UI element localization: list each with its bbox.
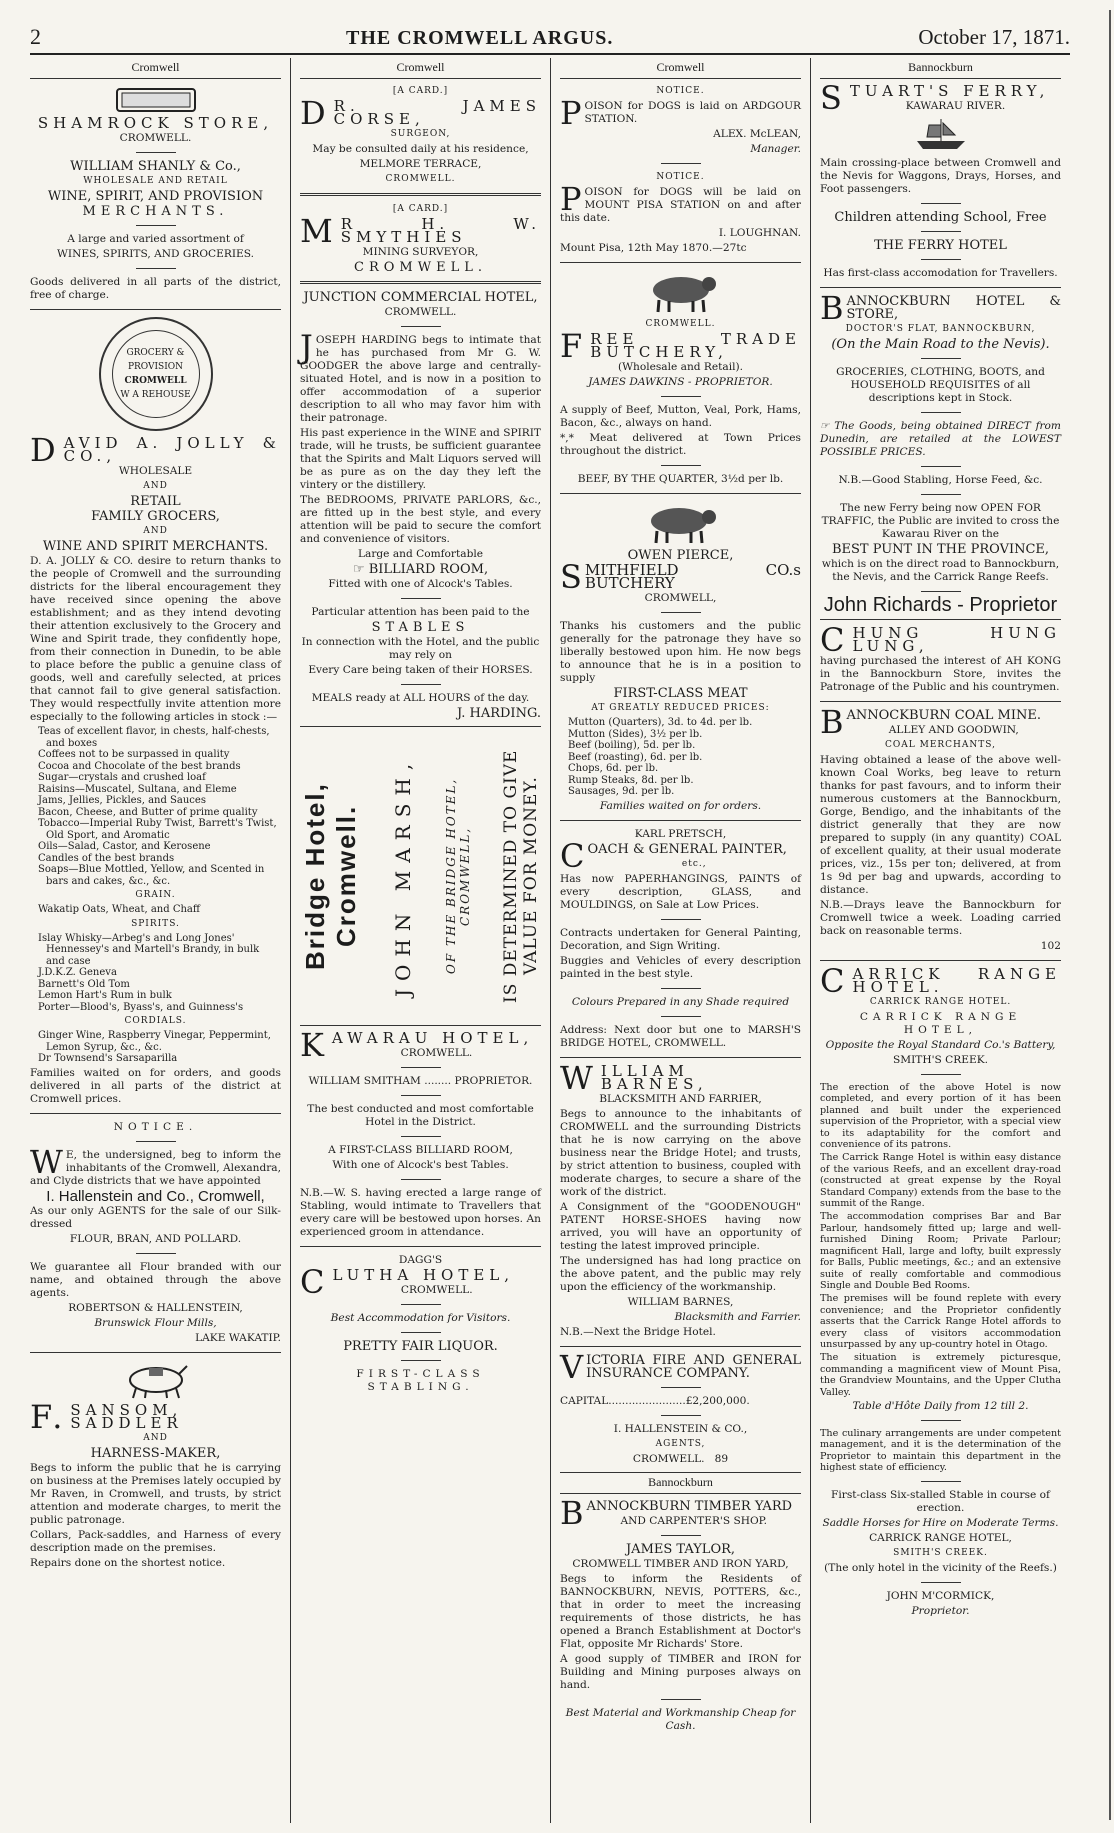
column-3 — [550, 58, 810, 1823]
taylor-body: Begs to inform the Residents of BANNOCKBURN, NEVIS, POTTERS, &c., that in order to meet the increasing requirements of those districts, he has opened a Branch Establishment at Doctor's Flat, opposite Mr Richards' Store. — [560, 1572, 801, 1650]
sansom-repairs: Repairs done on the shortest notice. — [30, 1556, 226, 1569]
junction-care: Every Care being taken of their HORSES. — [308, 664, 533, 676]
store-groceries: GROCERIES, CLOTHING, BOOTS, and HOUSEHOLD REQUISITES of all descriptions kept in Stock. — [836, 366, 1045, 404]
carrick-stable: First-class Six-stalled Stable in course of erection. — [831, 1488, 1050, 1514]
free-trade-sub: (Wholesale and Retail). — [617, 361, 744, 373]
notice-agents: As our only AGENTS for the sale of our Silk-dressed — [30, 1204, 281, 1230]
smithfield-title: SMITHFIELD CO.s BUTCHERY — [560, 558, 801, 596]
store-punt: BEST PUNT IN THE PROVINCE, — [831, 542, 1050, 557]
chung-body: having purchased the interest of AH KONG in the Bannockburn Store, invites the Patronage of the Public and his countrymen. — [820, 655, 1061, 693]
corse-body: May be consulted daily at his residence, — [312, 143, 529, 155]
junction-meals: MEALS ready at ALL HOURS of the day. — [311, 692, 530, 704]
junction-connection: In connection with the Hotel, and the public may rely on — [301, 636, 540, 661]
list-item: J.D.K.Z. Geneva — [38, 967, 117, 978]
kawarau-nb: N.B.—W. S. having erected a large range of Stabling, would intimate to Travellers that every care will be bestowed upon horses. An experienced groom in attendance. — [300, 1187, 541, 1238]
shamrock-title: SHAMROCK STORE, — [37, 114, 274, 132]
shamrock-line1: WINE, SPIRIT, AND PROVISION — [47, 189, 264, 204]
carrick-body3: The accommodation comprises Bar and Bar Parlour, handsomely fitted up; large and well-furnished Dining Room; Private Parlour; magnificent Hall, large and lofty, built expressly for Balls, Public meetings, &c.; and an extensive suite of really comfortable and commodious Single and Double Bed Rooms. — [820, 1211, 1061, 1291]
stamp-mid: CROMWELL — [124, 376, 187, 386]
pretsch-contracts: Contracts undertaken for General Painting, Decoration, and Sign Writing. — [560, 926, 801, 952]
junction-particular: Particular attention has been paid to the — [311, 606, 530, 618]
coal-firm: ALLEY AND GOODWIN, — [888, 724, 1019, 736]
junction-body2: His past experience in the WINE and SPIRIT trade, will he trusts, be sufficient guarantee that the Spirits and Malt Liquors served will be as pure as on the day they left the vintery or the distillery. — [300, 427, 541, 491]
free-trade-beef: BEEF, BY THE QUARTER, 3½d per lb. — [577, 473, 784, 485]
notice2-sign: I. LOUGHNAN. — [718, 227, 801, 239]
corse-place: CROMWELL. — [385, 174, 456, 184]
corse-card: [A CARD.] — [392, 86, 449, 96]
taylor-sub: AND CARPENTER'S SHOP. — [620, 1514, 767, 1527]
store-nb: N.B.—Good Stabling, Horse Feed, &c. — [838, 474, 1043, 486]
ferry-title: STUART'S FERRY, — [820, 79, 1050, 117]
ship-icon — [820, 117, 1061, 153]
kawarau-place: CROMWELL. — [400, 1047, 473, 1059]
coal-body: Having obtained a lease of the above well-known Coal Works, beg leave to return thanks for past favours, and to inform their numerous customers at the Bannockburn, Gorge, Bendigo, and the inhabitants of the district generally that they are now prepared to supply (in any quantity) COAL of excellent quality, at their usual moderate prices, viz., 15s per ton; delivered, at from 1s 9d per bag and upwards, according to distance. — [820, 754, 1061, 896]
list-item: Mutton (Sides), 3½ per lb. — [568, 728, 703, 740]
notice-sign2: Brunswick Flour Mills, — [94, 1316, 217, 1329]
newspaper-title: THE CROMWELL ARGUS. — [345, 27, 614, 49]
store-direct: which is on the direct road to Bannockburn, the Nevis, and the Carrick Range Reefs. — [821, 558, 1060, 583]
store-prop: John Richards - Proprietor — [823, 594, 1058, 616]
vertical-line-3: OF THE BRIDGE HOTEL, CROMWELL, — [444, 777, 472, 975]
notice2-body: POISON for DOGS will be laid on MOUNT PISA STATION on and after this date. — [560, 180, 801, 224]
clutha-daggs: DAGG'S — [398, 1254, 443, 1266]
vertical-line-1: Bridge Hotel, Cromwell. — [300, 782, 361, 970]
kawarau-alcock: With one of Alcock's best Tables. — [332, 1159, 509, 1171]
barnes-nb: N.B.—Next the Bridge Hotel. — [560, 1325, 716, 1338]
junction-place: CROMWELL. — [384, 306, 457, 318]
list-item: Beef (boiling), 5d. per lb. — [568, 740, 696, 751]
junction-sign: J. HARDING. — [457, 706, 541, 721]
carrick-table: Table d'Hôte Daily from 12 till 2. — [852, 1399, 1029, 1412]
page-number: 2 — [30, 24, 41, 49]
sansom-collars: Collars, Pack-saddles, and Harness of every description made on the premises. — [30, 1528, 281, 1554]
list-item: Sugar—crystals and crushed loaf — [38, 772, 206, 783]
clutha-title: CLUTHA HOTEL, — [300, 1263, 515, 1301]
column-1-head: Cromwell — [30, 58, 281, 79]
cordials-head: CORDIALS. — [124, 1016, 187, 1026]
coal-role: COAL MERCHANTS, — [885, 740, 996, 750]
jolly-families: Families waited on for orders, and goods delivered in all parts of the district at Cromwell prices. — [30, 1066, 281, 1105]
junction-stables: STABLES — [371, 620, 470, 635]
notice1-role: Manager. — [750, 143, 801, 155]
carrick-sub1: CARRICK RANGE HOTEL. — [869, 997, 1012, 1007]
pretsch-address: Address: Next door but one to MARSH'S BRIDGE HOTEL, CROMWELL. — [560, 1023, 801, 1049]
carrick-prop: Proprietor. — [911, 1604, 970, 1617]
list-item: Candles of the best brands — [38, 852, 175, 864]
ferry-accom: Has first-class accomodation for Travellers. — [823, 267, 1058, 279]
jolly-wholesale: WHOLESALE — [118, 465, 193, 477]
grain-list — [30, 904, 281, 916]
spirits-head: SPIRITS. — [131, 918, 180, 929]
taylor-best: Best Material and Workmanship Cheap for Cash. — [565, 1706, 796, 1732]
clutha-liquor: PRETTY FAIR LIQUOR. — [343, 1339, 498, 1354]
list-item: Rump Steaks, 8d. per lb. — [568, 774, 694, 786]
smythies-title: MR H. W. SMYTHIES — [300, 212, 541, 250]
ferry-children: Children attending School, Free — [834, 210, 1047, 225]
carrick-creek2: SMITH'S CREEK. — [893, 1547, 988, 1558]
free-trade-place-top: CROMWELL. — [645, 319, 716, 329]
sansom-trade: HARNESS-MAKER, — [90, 1445, 221, 1461]
jolly-and2: AND — [143, 526, 168, 536]
jolly-wine: WINE AND SPIRIT MERCHANTS. — [42, 539, 269, 554]
jolly-family: FAMILY GROCERS, — [91, 509, 220, 524]
grain-head: GRAIN. — [135, 890, 176, 900]
ox-icon — [560, 501, 801, 545]
coal-title: BANNOCKBURN COAL MINE. — [820, 703, 1041, 741]
carrick-body5: The situation is extremely picturesque, commanding a magnificent view of Mount Pisa, the Grandview Mountains, and the Upper Clutha Valley. — [820, 1352, 1061, 1398]
carrick-culinary: The culinary arrangements are under competent management, and it is the determination of the Proprietor to maintain this department in the highest state of efficiency. — [820, 1427, 1061, 1474]
carrick-body2: The Carrick Range Hotel is within easy distance of the various Reefs, and an excellent dray-road (constructed at great expense by the Royal Standard Company) extends from the base to the summit of the Range. — [820, 1152, 1061, 1210]
pretsch-name: KARL PRETSCH, — [634, 827, 727, 840]
stamp-bot: W A REHOUSE — [120, 390, 191, 400]
list-item: Beef (roasting), 6d. per lb. — [568, 751, 703, 763]
carrick-saddle: Saddle Horses for Hire on Moderate Terms. — [822, 1516, 1059, 1529]
taylor-yard: CROMWELL TIMBER AND IRON YARD, — [572, 1557, 789, 1570]
list-item: Porter—Blood's, Byass's, and Guinness's — [38, 1001, 244, 1013]
shamrock-delivery: Goods delivered in all parts of the district, free of charge. — [30, 276, 281, 301]
notice-flour: FLOUR, BRAN, AND POLLARD. — [69, 1232, 242, 1245]
shamrock-firm: WILLIAM SHANLY & Co., — [70, 159, 241, 174]
barnes-practice: The undersigned has had long practice on the above patent, and the public may rely upon the efficiency of the workmanship. — [560, 1254, 801, 1293]
victoria-num: 89 — [714, 1452, 729, 1465]
corse-title: DR. JAMES CORSE, — [300, 94, 541, 132]
notice-sign3: LAKE WAKATIP. — [195, 1331, 281, 1344]
column-1 — [30, 58, 290, 1823]
sansom-body: Begs to inform the public that he is carrying on business at the Premises lately occupied by Mr Raven, in Cromwell, and trusts, by strict attention and moderate charges, to merit the public patronage. — [30, 1461, 281, 1526]
store-road: (On the Main Road to the Nevis). — [831, 337, 1050, 352]
victoria-agents: AGENTS, — [655, 1438, 706, 1449]
shamrock-line2: MERCHANTS. — [82, 204, 229, 219]
carrick-only: (The only hotel in the vicinity of the Reefs.) — [824, 1561, 1057, 1574]
list-item: Dr Townsend's Sarsaparilla — [38, 1053, 178, 1064]
columns — [30, 58, 1070, 1823]
smithfield-reduced: AT GREATLY REDUCED PRICES: — [591, 703, 770, 713]
list-item: Chops, 6d. per lb. — [568, 763, 659, 774]
barnes-consign: A Consignment of the "GOODENOUGH" PATENT HORSE-SHOES having now arrived, you will have an opportunity of testing the latest improved principle. — [560, 1200, 801, 1252]
junction-fitted: Fitted with one of Alcock's Tables. — [328, 578, 513, 590]
victoria-title: VICTORIA FIRE AND GENERAL INSURANCE COMPANY. — [560, 1347, 801, 1386]
ferry-body: Main crossing-place between Cromwell and the Nevis for Waggons, Drays, Horses, and Foot passengers. — [820, 157, 1061, 195]
shamrock-place: CROMWELL. — [119, 132, 192, 144]
carrick-hotel: CARRICK RANGE HOTEL, — [869, 1531, 1012, 1544]
kawarau-prop: WILLIAM SMITHAM ........ PROPRIETOR. — [308, 1075, 533, 1087]
list-item: Raisins—Muscatel, Sultana, and Eleme — [38, 783, 237, 795]
list-item: Islay Whisky—Arbeg's and Long Jones' Hennessey's and Martell's Brandy, in bulk and case — [38, 932, 260, 967]
smythies-role: MINING SURVEYOR, — [362, 246, 479, 258]
notice2-head: NOTICE. — [656, 172, 705, 182]
vertical-line-4: IS DETERMINED TO GIVE VALUE FOR MONEY. — [501, 749, 541, 1003]
smythies-card: [A CARD.] — [392, 204, 449, 214]
column-3-head: Cromwell — [560, 58, 801, 79]
carrick-sub2: CARRICK RANGE HOTEL, — [859, 1011, 1022, 1036]
corse-role: SURGEON, — [390, 129, 451, 139]
pointing-hand-icon: ☞ — [352, 562, 369, 577]
free-trade-body: A supply of Beef, Mutton, Veal, Pork, Hams, Bacon, &c., always on hand. — [560, 404, 801, 429]
list-item: Tobacco—Imperial Ruby Twist, Barrett's Twist, Old Sport, and Aromatic — [38, 818, 277, 841]
carrick-owner: JOHN M'CORMICK, — [886, 1589, 995, 1602]
victoria-place: CROMWELL. — [632, 1452, 705, 1465]
smithfield-families: Families waited on for orders. — [599, 799, 762, 812]
barnes-trade: BLACKSMITH AND FARRIER, — [599, 1092, 762, 1105]
list-item: Ginger Wine, Raspberry Vinegar, Peppermint, Lemon Syrup, &c., &c. — [38, 1030, 271, 1053]
junction-title: JUNCTION COMMERCIAL HOTEL, — [303, 290, 538, 305]
barnes-role: Blacksmith and Farrier. — [674, 1310, 801, 1323]
corse-addr: MELMORE TERRACE, — [359, 158, 482, 170]
notice-sign1: ROBERTSON & HALLENSTEIN, — [68, 1301, 243, 1314]
jolly-items — [30, 726, 281, 887]
column-4 — [810, 58, 1070, 1823]
free-trade-title: FREE TRADE BUTCHERY, — [560, 327, 801, 365]
carrick-opposite: Opposite the Royal Standard Co.'s Battery, — [825, 1039, 1056, 1051]
jolly-title: DAVID A. JOLLY & CO., — [30, 431, 281, 469]
kawarau-billiard: A FIRST-CLASS BILLIARD ROOM, — [328, 1144, 513, 1156]
column-3-head-2: Bannockburn — [560, 1472, 801, 1494]
list-item: Jams, Jellies, Pickles, and Sauces — [38, 795, 206, 806]
list-item: Cocoa and Chocolate of the best brands — [38, 760, 241, 772]
issue-date: October 17, 1871. — [918, 25, 1070, 49]
list-item: Teas of excellent flavor, in chests, half-chests, and boxes — [38, 726, 270, 749]
clutha-place: CROMWELL. — [400, 1284, 473, 1296]
pretsch-body: Has now PAPERHANGINGS, PAINTS of every description, GLASS, and MOULDINGS, on Sale at Low Prices. — [560, 872, 801, 911]
cordials-list — [30, 1030, 281, 1065]
bull-icon — [560, 270, 801, 314]
masthead — [30, 22, 1070, 55]
page-edge-line — [1109, 10, 1111, 1820]
store-sub: DOCTOR'S FLAT, BANNOCKBURN, — [845, 324, 1036, 334]
smithfield-place: CROMWELL, — [644, 592, 717, 604]
junction-large: Large and Comfortable — [357, 548, 484, 560]
store-title: BANNOCKBURN HOTEL & STORE, — [820, 289, 1061, 327]
shamrock-assort: A large and varied assortment of — [67, 233, 244, 245]
grocery-stamp — [99, 317, 213, 431]
sansom-title: F.SANSOM, SADDLER — [30, 1397, 183, 1436]
store-goods: The Goods, being obtained DIRECT from Dunedin, are retailed at the LOWEST POSSIBLE PRICES. — [820, 420, 1061, 458]
shamrock-trade: WHOLESALE AND RETAIL — [83, 176, 228, 186]
notice2-date: Mount Pisa, 12th May 1870.—27tc — [560, 242, 747, 254]
list-item: Oils—Salad, Castor, and Kerosene — [38, 841, 211, 852]
list-item: Sausages, 9d. per lb. — [568, 786, 675, 797]
stamp-top: GROCERY & PROVISION — [126, 348, 185, 372]
carrick-title: CARRICK RANGE HOTEL. — [820, 962, 1061, 1000]
column-4-head: Bannockburn — [820, 58, 1061, 79]
kawarau-title: KAWARAU HOTEL, — [300, 1026, 534, 1064]
smithfield-owner: OWEN PIERCE, — [627, 548, 734, 563]
kawarau-best: The best conducted and most comfortable Hotel in the District. — [307, 1103, 534, 1128]
vertical-line-2: JOHN MARSH, — [391, 755, 415, 997]
smithfield-prices — [560, 717, 801, 798]
spirits-list — [30, 933, 281, 1014]
pretsch-etc: etc., — [681, 858, 707, 869]
barnes-title: WILLIAM BARNES, — [560, 1058, 708, 1097]
pretsch-colours: Colours Prepared in any Shade required — [571, 995, 790, 1008]
pretsch-title: COACH & GENERAL PAINTER, — [560, 836, 787, 875]
jolly-and1: AND — [143, 481, 168, 491]
list-item: Soaps—Blue Mottled, Yellow, and Scented in bars and cakes, &c., &c. — [38, 864, 265, 887]
junction-billiard-text: BILLIARD ROOM, — [368, 562, 489, 577]
notice-head: NOTICE. — [113, 1120, 198, 1133]
junction-body3: The BEDROOMS, PRIVATE PARLORS, &c., are fitted up in the best style, and every attention will be paid to secure the comfort and convenience of visitors. — [300, 494, 541, 545]
notice1-head: NOTICE. — [656, 86, 705, 96]
shamrock-goods: WINES, SPIRITS, AND GROCERIES. — [57, 248, 254, 260]
junction-billiard — [300, 563, 541, 576]
smithfield-body: Thanks his customers and the public generally for the patronage they have so liberally bestowed upon him. He now begs to announce that he is in a position to supply — [560, 620, 801, 684]
ferry-hotel: THE FERRY HOTEL — [874, 238, 1007, 253]
junction-body1: JOSEPH HARDING begs to intimate that he has purchased from Mr G. W. GOODGER the above large and centrally-situated Hotel, and is now in a position to offer accommodation of a superior description to all who may favor him with their patronage. — [300, 328, 541, 424]
store-ferry-open: The new Ferry being now OPEN FOR TRAFFIC, the Public are invited to cross the Kawarau River on the — [821, 502, 1060, 540]
coal-num: 102 — [1040, 940, 1061, 952]
clutha-best: Best Accommodation for Visitors. — [330, 1312, 511, 1324]
coal-nb: N.B.—Drays leave the Bannockburn for Cromwell twice a week. Loading carried back on reasonable terms. — [820, 899, 1061, 937]
free-trade-meat: *,* Meat delivered at Town Prices throughout the district. — [560, 432, 801, 457]
list-item: Lemon Hart's Rum in bulk — [38, 990, 172, 1001]
store-goods-row — [820, 420, 1061, 459]
taylor-supply: A good supply of TIMBER and IRON for Building and Mining purposes always on hand. — [560, 1652, 801, 1691]
bridge-hotel-vertical-ad — [300, 726, 541, 1026]
barnes-body: Begs to announce to the inhabitants of CROMWELL and the surrounding Districts that he is now carrying on the above business near the Bridge Hotel; and trusts, by strict attention to business, coupled with moderate charges, to secure a share of the work of the district. — [560, 1107, 801, 1198]
victoria-firm: I. HALLENSTEIN & CO., — [613, 1422, 748, 1435]
list-item: Bacon, Cheese, and Butter of prime quality — [38, 806, 258, 818]
saddle-horse-icon — [30, 1360, 281, 1400]
ferry-river: KAWARAU RIVER. — [905, 100, 1006, 112]
taylor-name: JAMES TAYLOR, — [625, 1541, 736, 1557]
pretsch-buggies: Buggies and Vehicles of every description painted in the best style. — [560, 954, 801, 980]
smythies-place: CROMWELL. — [354, 260, 487, 275]
notice1-body: POISON for DOGS is laid on ARDGOUR STATION. — [560, 94, 801, 132]
notice1-sign: ALEX. McLEAN, — [713, 128, 801, 140]
list-item: Mutton (Quarters), 3d. to 4d. per lb. — [568, 717, 753, 728]
list-item: Wakatip Oats, Wheat, and Chaff — [38, 904, 200, 915]
victoria-capital: CAPITAL.......................£2,200,000. — [560, 1394, 750, 1407]
notice-firm: I. Hallenstein and Co., Cromwell, — [46, 1187, 265, 1205]
free-trade-prop: JAMES DAWKINS - PROPRIETOR. — [588, 376, 773, 388]
list-item: Barnett's Old Tom — [38, 978, 130, 990]
sansom-and: AND — [143, 1432, 168, 1443]
notice-body: WE, the undersigned, beg to inform the inhabitants of the Cromwell, Alexandra, and Clyde districts that we have appointed — [30, 1142, 281, 1187]
victoria-place-row — [560, 1453, 801, 1466]
barnes-sign: WILLIAM BARNES, — [627, 1295, 734, 1308]
chung-title: CHUNG HUNG LUNG, — [820, 621, 1061, 659]
carrick-body4: The premises will be found replete with every convenience; and the Proprietor confidently asserts that the Carrick Range Hotel affords to every class of visitors accommodation unsurpassed by any up-country hotel in Otago. — [820, 1293, 1061, 1350]
clutha-stabling: FIRST-CLASS STABLING. — [356, 1368, 485, 1393]
pointing-hand-icon: ☞ — [820, 420, 835, 432]
notice-guarantee: We guarantee all Flour branded with our name, and obtained through the above agents. — [30, 1260, 281, 1299]
smithfield-meat: FIRST-CLASS MEAT — [613, 686, 748, 701]
list-item: Coffees not to be surpassed in quality — [38, 749, 230, 760]
carrick-body1: The erection of the above Hotel is now completed, and every portion of it has been planned and built under the experienced supervision of the Proprietor, with a special view to its adaptability for the comfort and convenience of its patrons. — [820, 1082, 1061, 1151]
column-2-head: Cromwell — [300, 58, 541, 79]
column-2 — [290, 58, 550, 1823]
shamrock-logo-icon — [30, 85, 281, 113]
carrick-creek: SMITH'S CREEK. — [893, 1054, 988, 1066]
jolly-body: D. A. JOLLY & CO. desire to return thanks to the people of Cromwell and the surrounding districts for the liberal encouragement they have received since opening the above establishment; and as they intend devoting their attention exclusively to the Grocery and Wine and Spirit trade, they confidently hope, from their connection in Dunedin, to be able to place before the public a genuine class of goods, well and carefully selected, at prices that cannot fail to give general satisfaction. They would respectfully invite attention more especially to the following articles in stock :— — [30, 555, 281, 723]
jolly-retail: RETAIL — [130, 494, 181, 509]
taylor-title: BANNOCKBURN TIMBER YARD — [560, 1493, 793, 1532]
